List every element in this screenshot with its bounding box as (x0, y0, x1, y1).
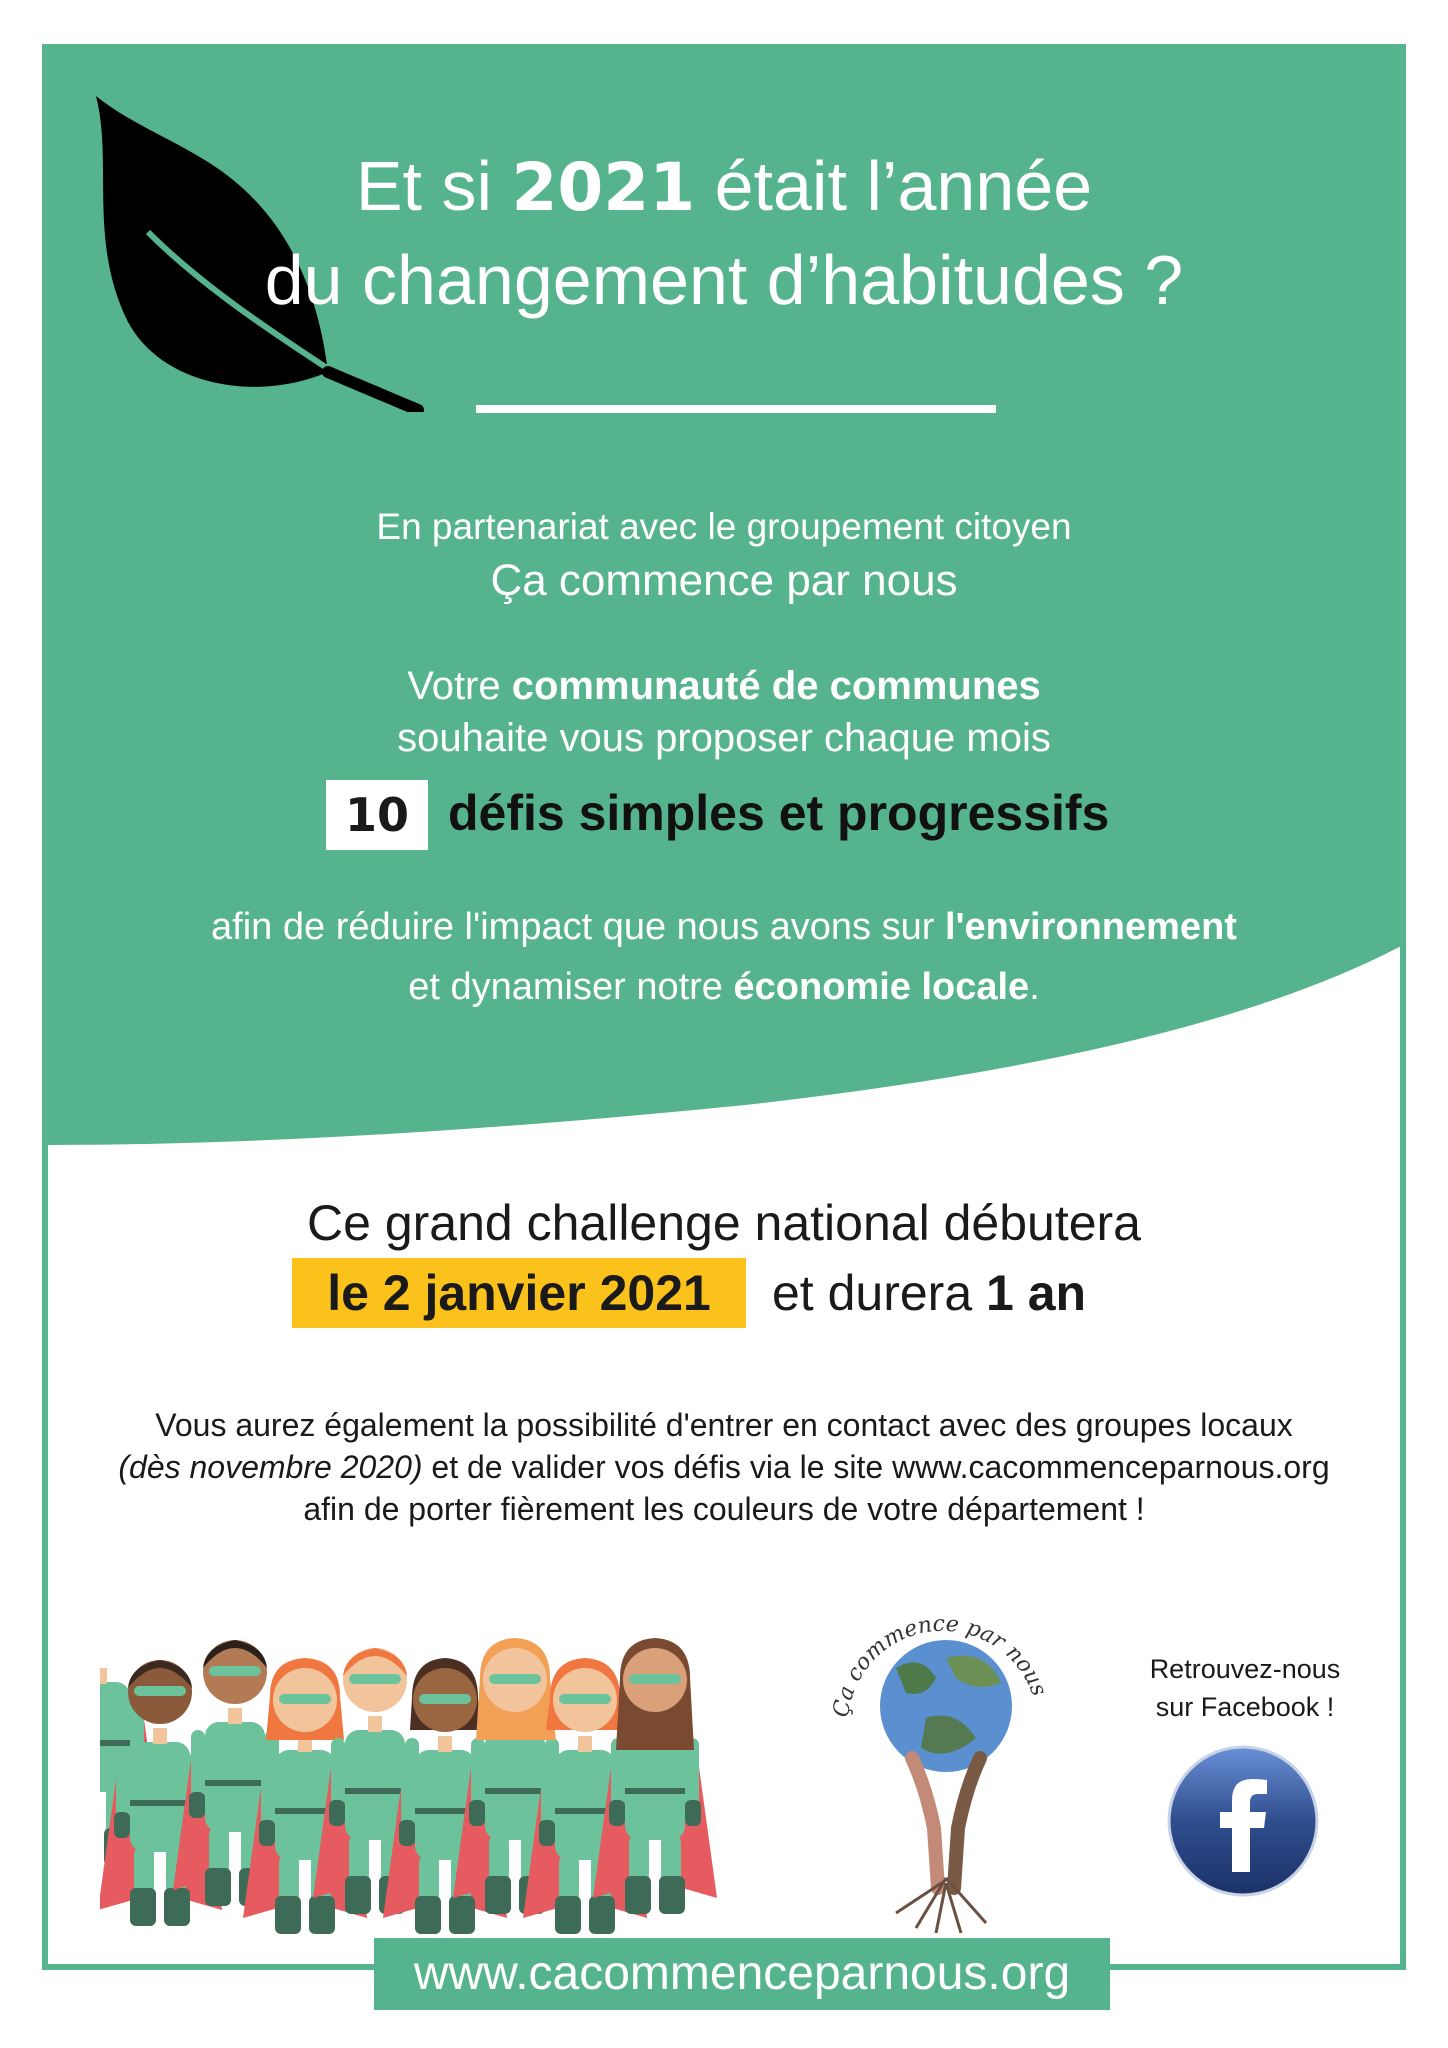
info-line-2: (dès novembre 2020) et de valider vos défis via le site www.cacommenceparnous.org (118, 1449, 1330, 1485)
facebook-callout: Retrouvez-nous sur Facebook ! (1149, 1654, 1341, 1722)
title-year: 2021 (511, 149, 696, 226)
page-title (200, 140, 1248, 326)
superhero-kids-illustration (100, 1600, 820, 1940)
challenge-count-badge: 10 (326, 780, 428, 850)
info-paragraph (0, 1404, 1448, 1530)
start-date: le 2 janvier 2021 (327, 1265, 711, 1321)
partner-name: Ça commence par nous (490, 556, 958, 605)
intro-line-1: Votre communauté de communes (407, 664, 1041, 708)
ca-commence-par-nous-logo (826, 1598, 1058, 1938)
footer-url-link[interactable]: www.cacommenceparnous.org (374, 1938, 1110, 2010)
globe-icon (880, 1640, 1012, 1772)
title-line-1: Et si 2021 était l’année (355, 147, 1093, 226)
goal-line-1: afin de réduire l'impact que nous avons sur l'environnement (211, 906, 1237, 948)
challenge-duration: et durera 1 an (772, 1265, 1087, 1321)
goal-line-2: et dynamiser notre économie locale. (408, 966, 1040, 1008)
facebook-icon[interactable] (1166, 1744, 1320, 1898)
challenge-count-label: défis simples et progressifs (448, 785, 1110, 841)
info-line-1: Vous aurez également la possibilité d'entrer en contact avec des groupes locaux (155, 1407, 1293, 1443)
title-line-2: du changement d’habitudes ? (264, 241, 1184, 319)
intro-line-2: souhaite vous proposer chaque mois (397, 716, 1051, 760)
info-line-3: afin de porter fièrement les couleurs de votre département ! (303, 1491, 1145, 1527)
title-divider (476, 405, 996, 413)
logo-text: Ça commence par nous (828, 1611, 1052, 1720)
partner-intro: En partenariat avec le groupement citoyen (376, 506, 1072, 547)
challenge-heading: Ce grand challenge national débutera (307, 1195, 1141, 1251)
